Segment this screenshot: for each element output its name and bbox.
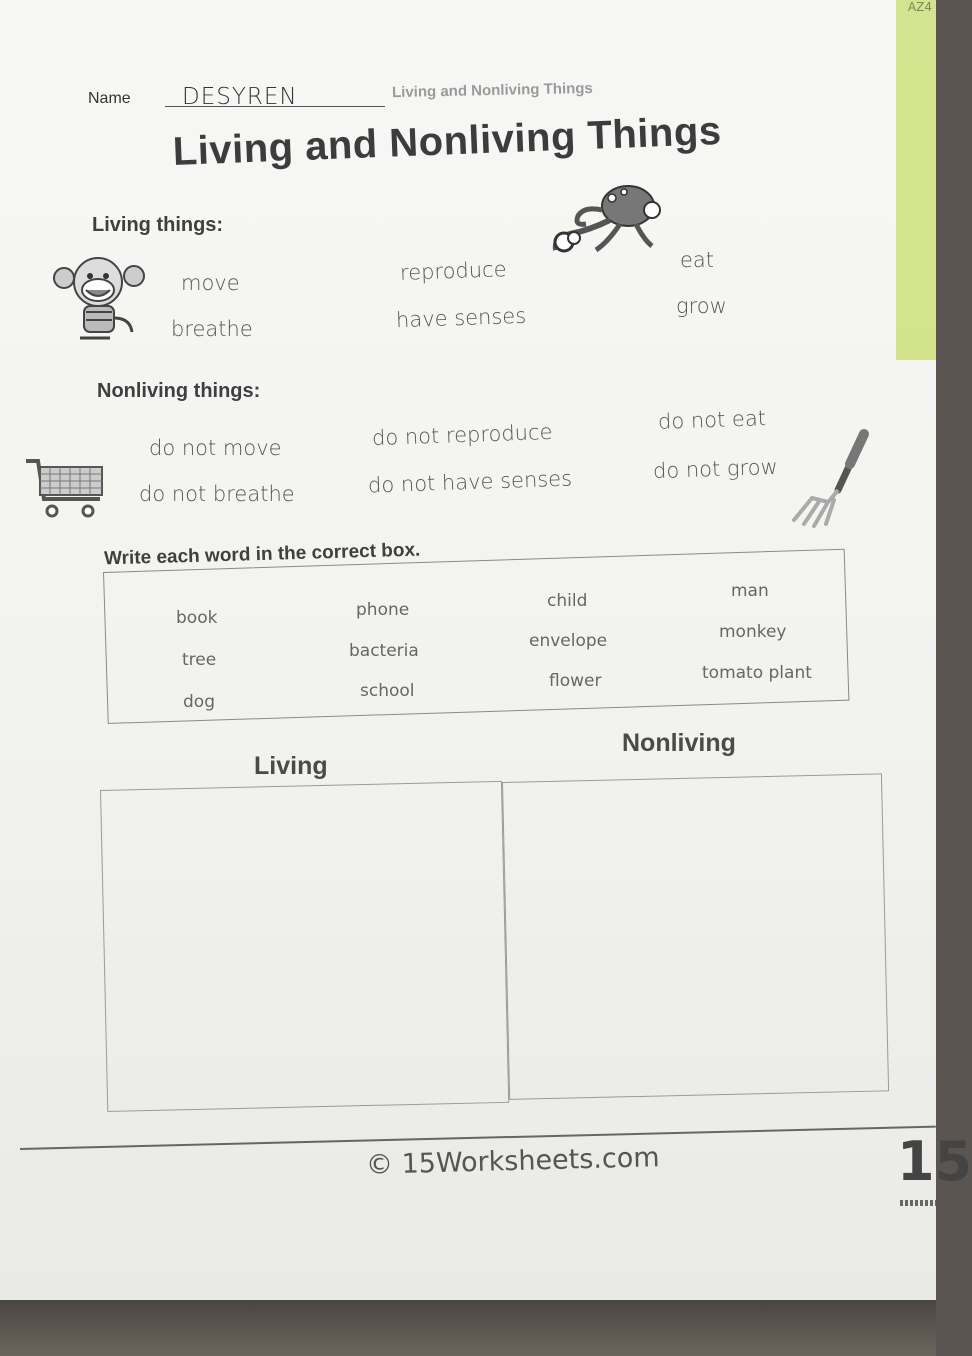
nonliving-trait: do not eat (657, 406, 767, 434)
nonliving-trait: do not grow (652, 454, 779, 484)
word-bank-word: dog (183, 692, 215, 712)
monkey-icon (50, 248, 150, 348)
garden-fork-icon (788, 428, 868, 528)
nonliving-answer-box[interactable] (502, 773, 889, 1100)
word-bank-word: tomato plant (702, 663, 812, 683)
page-title: Living and Nonliving Things (172, 108, 723, 174)
nonliving-column-heading: Nonliving (622, 729, 736, 757)
word-bank-word: monkey (719, 622, 787, 642)
header-subtitle: Living and Nonliving Things (391, 79, 593, 102)
instruction: Write each word in the correct box. (103, 539, 421, 570)
living-trait: grow (676, 294, 727, 318)
word-bank-word: child (547, 591, 588, 611)
footer-copyright: © 15Worksheets.com (365, 1142, 660, 1181)
word-bank-word: school (360, 681, 415, 701)
living-column-heading: Living (254, 752, 328, 780)
living-answer-box[interactable] (100, 781, 509, 1112)
footer-logo-bar (900, 1200, 936, 1206)
table-surface (0, 1300, 936, 1356)
word-bank-word: envelope (529, 631, 608, 651)
living-trait: eat (680, 248, 715, 272)
corner-note: AZ4 (907, 0, 932, 14)
living-trait: have senses (395, 303, 527, 333)
living-heading: Living things: (92, 214, 224, 236)
word-bank-word: phone (356, 600, 410, 620)
shopping-cart-icon (24, 455, 108, 523)
nonliving-trait: do not reproduce (371, 419, 553, 451)
footer-logo: 15 (897, 1130, 972, 1193)
word-bank-word: flower (549, 671, 602, 691)
word-bank-word: man (731, 581, 769, 601)
nonliving-trait: do not breathe (139, 482, 295, 506)
word-bank-word: book (176, 608, 218, 628)
octopus-icon (540, 180, 670, 260)
name-value[interactable]: DESYREN (182, 84, 298, 110)
nonliving-heading: Nonliving things: (97, 380, 261, 402)
name-label: Name (88, 90, 131, 107)
living-trait: reproduce (399, 257, 507, 285)
living-trait: breathe (171, 317, 253, 341)
green-folder-edge (896, 0, 936, 360)
word-bank-word: bacteria (349, 641, 419, 661)
nonliving-trait: do not have senses (367, 466, 573, 498)
nonliving-trait: do not move (149, 436, 282, 460)
living-trait: move (181, 271, 240, 295)
word-bank-word: tree (182, 650, 217, 670)
